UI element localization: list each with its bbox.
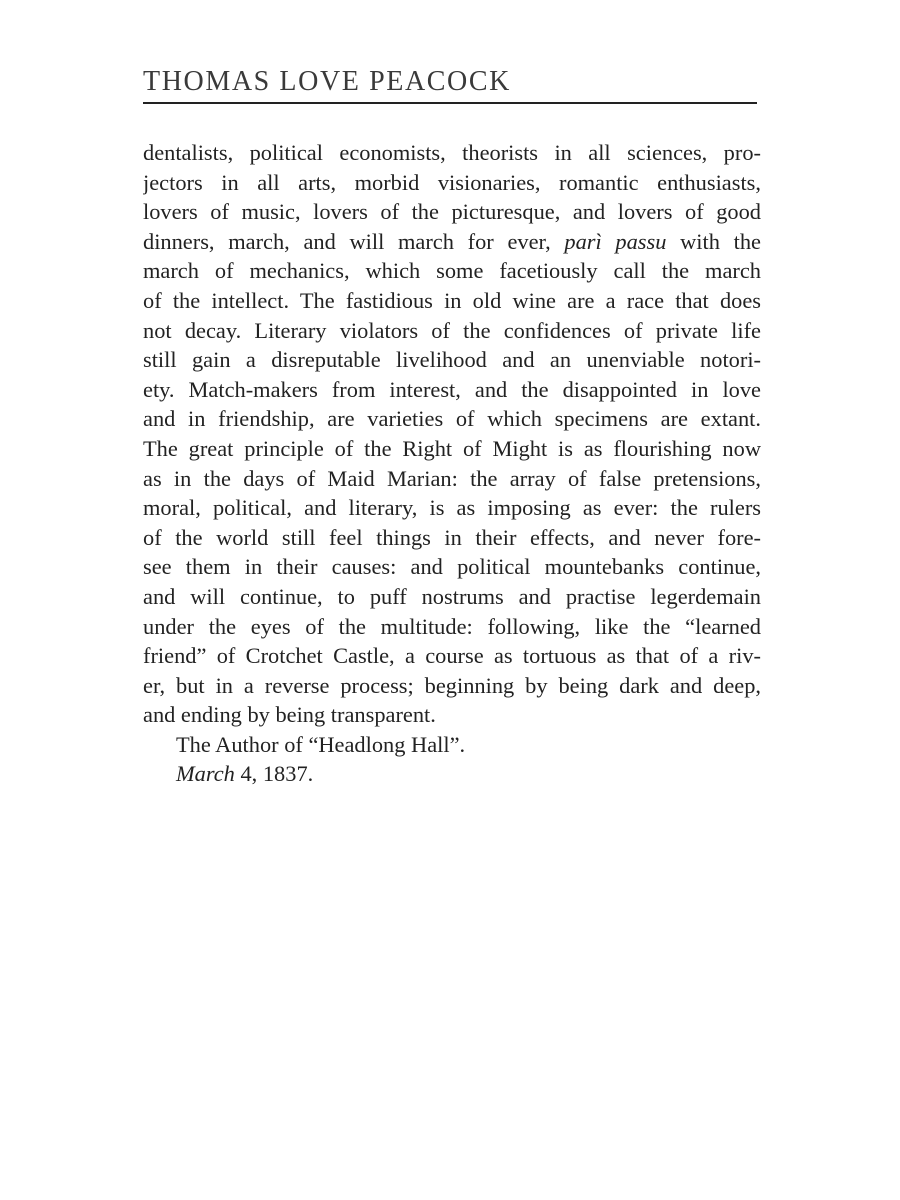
date-line	[143, 759, 761, 789]
text-line: moral, political, and literary, is as imposing as ever: the rulers	[143, 495, 761, 521]
text-line: not decay. Literary violators of the confidences of private life	[143, 317, 761, 343]
text-line: jectors in all arts, morbid visionaries, romantic enthusiasts,	[143, 169, 761, 195]
running-head-title: THOMAS LOVE PEACOCK	[143, 66, 511, 97]
text-line: of the world still feel things in their effects, and never fore-	[143, 524, 761, 550]
text-line-with-italic	[143, 227, 761, 257]
running-head	[143, 64, 757, 104]
date-rest: 4, 1837.	[234, 761, 314, 787]
text-line: under the eyes of the multitude: following, like the “learned	[143, 613, 761, 639]
date-month: March	[176, 761, 235, 787]
text-line: and in friendship, are varieties of which specimens are extant.	[143, 406, 761, 432]
text-line: see them in their causes: and political mountebanks continue,	[143, 554, 761, 580]
text-line: of the intellect. The fastidious in old wine are a race that does	[143, 287, 761, 313]
author-signature: The Author of “Headlong Hall”.	[176, 731, 466, 757]
text-line: lovers of music, lovers of the picturesque, and lovers of good	[143, 199, 761, 225]
text-line: friend” of Crotchet Castle, a course as tortuous as that of a riv-	[143, 643, 761, 669]
text-line: er, but in a reverse process; beginning by being dark and deep,	[143, 672, 761, 698]
italic-phrase: parì passu	[564, 228, 667, 254]
text-segment: dinners, march, and will march for ever,	[143, 228, 551, 254]
text-line: dentalists, political economists, theorists in all sciences, pro-	[143, 140, 761, 165]
text-line: as in the days of Maid Marian: the array of false pretensions,	[143, 465, 761, 491]
body-text	[143, 138, 761, 789]
text-line: and will continue, to puff nostrums and practise legerdemain	[143, 583, 761, 609]
text-line: The great principle of the Right of Might is as flourishing now	[143, 435, 761, 461]
text-line: still gain a disreputable livelihood and an unenviable notori-	[143, 347, 761, 373]
text-line-last: and ending by being transparent.	[143, 702, 436, 728]
text-line: march of mechanics, which some facetiously call the march	[143, 258, 761, 284]
text-line: ety. Match-makers from interest, and the disappointed in love	[143, 376, 761, 402]
text-segment: with the	[680, 228, 761, 254]
